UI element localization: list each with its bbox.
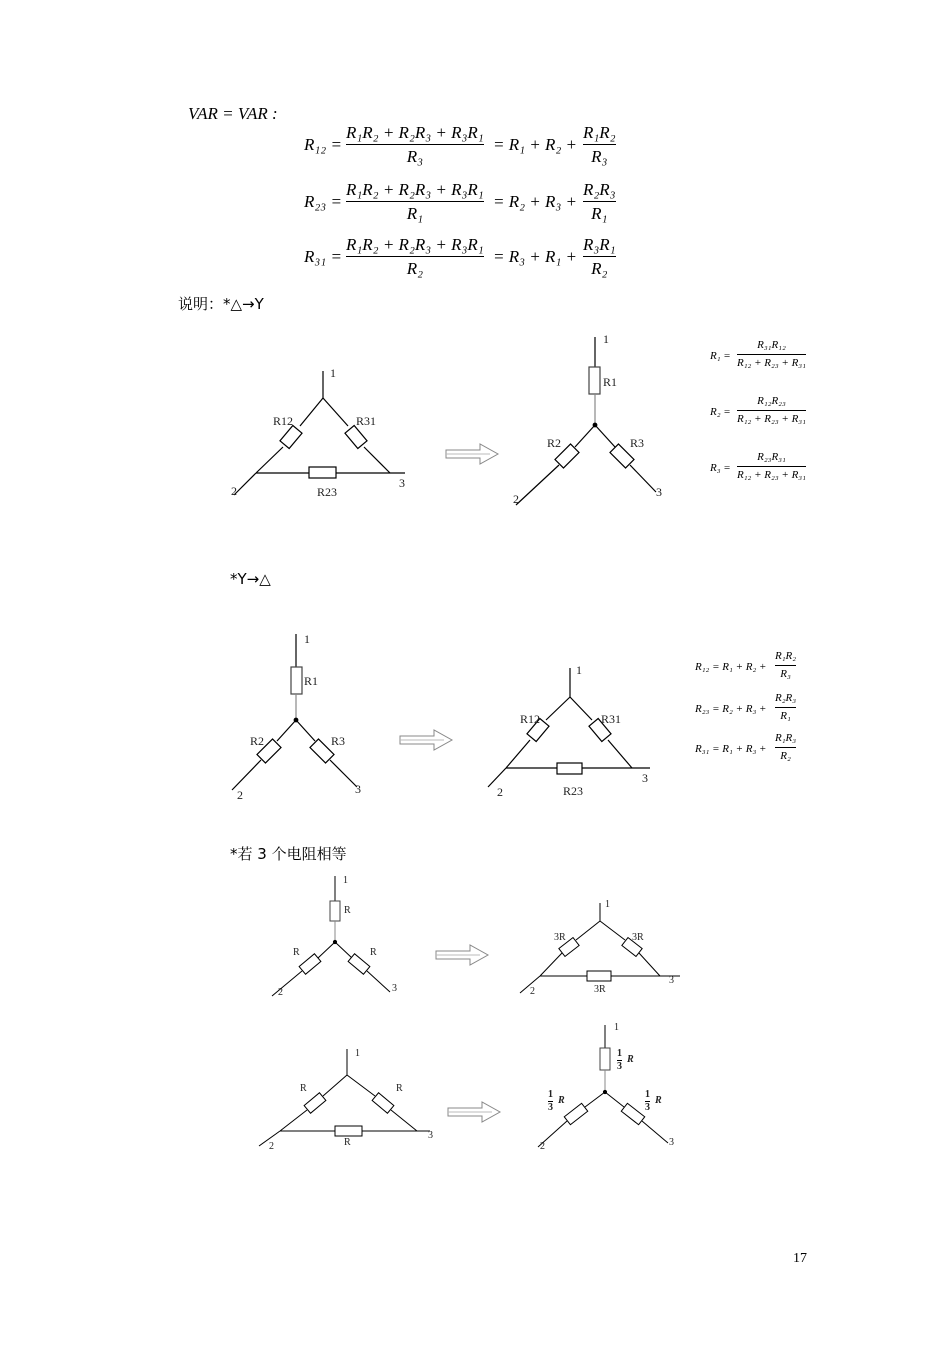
transform-arrow-3 bbox=[436, 945, 488, 965]
eq-rhs-den: R₃ bbox=[591, 147, 608, 166]
node-label: 1 bbox=[330, 366, 336, 380]
node-label: 2 bbox=[540, 1141, 545, 1152]
third-fraction bbox=[548, 1090, 553, 1113]
formula-den: R₁₂ + R₂₃ + R₃₁ bbox=[737, 469, 806, 481]
node-label: 2 bbox=[530, 986, 535, 997]
resistor-label: R bbox=[344, 905, 351, 916]
resistor-label: 3R bbox=[594, 984, 606, 995]
resistor-label: R3 bbox=[331, 734, 346, 748]
delta-network-2 bbox=[488, 668, 650, 787]
star-network-3a bbox=[272, 876, 390, 996]
resistor-label: R bbox=[396, 1083, 403, 1094]
delta-network-3b bbox=[259, 1049, 430, 1146]
formula-den: R₃ bbox=[780, 668, 791, 680]
eq-rhs-den: R₁ bbox=[591, 204, 608, 223]
resistor-label: R bbox=[300, 1083, 307, 1094]
node-label: 1 bbox=[576, 663, 582, 677]
resistor-label: R bbox=[370, 947, 377, 958]
formula-num: R₁R₃ bbox=[775, 732, 797, 744]
eq-denominator: R₃ bbox=[406, 147, 423, 166]
fraction-den: 3 bbox=[617, 1061, 622, 1072]
formula-lhs: R₁₂ = R₁ + R₂ + bbox=[695, 661, 767, 673]
formula-num: R₃₁R₁₂ bbox=[757, 339, 786, 351]
formula-fraction bbox=[737, 340, 806, 369]
eq-lhs: R₁₂ = bbox=[304, 135, 342, 154]
node-label: 3 bbox=[656, 485, 662, 499]
formula-fraction bbox=[775, 651, 796, 680]
star-network-2 bbox=[232, 634, 357, 790]
eq-rhs-sum: = R₃ + R₁ + bbox=[493, 247, 578, 266]
node-label: 2 bbox=[269, 1141, 274, 1152]
resistor-label: R bbox=[293, 947, 300, 958]
section3-caption: *若 3 个电阻相等 bbox=[230, 845, 347, 863]
node-label: 1 bbox=[304, 632, 310, 646]
fraction-num: 1 bbox=[548, 1089, 553, 1100]
formula-fraction bbox=[775, 693, 796, 722]
formula-num: R₂R₃ bbox=[775, 692, 797, 704]
eq-numerator: R₁R₂ + R₂R₃ + R₃R₁ bbox=[346, 180, 484, 199]
eq-denominator: R₂ bbox=[406, 259, 423, 278]
resistor-label: R3 bbox=[630, 436, 645, 450]
eq-numerator: R₁R₂ + R₂R₃ + R₃R₁ bbox=[346, 235, 484, 254]
formula-lhs: R₁ = bbox=[710, 350, 731, 362]
formula-fraction bbox=[737, 452, 806, 481]
page-number: 17 bbox=[793, 1251, 807, 1266]
node-label: 3 bbox=[642, 771, 648, 785]
fraction-den: 3 bbox=[548, 1102, 553, 1113]
formula-lhs: R₃₁ = R₁ + R₃ + bbox=[695, 743, 767, 755]
fraction-den: 3 bbox=[645, 1102, 650, 1113]
node-label: 3 bbox=[355, 782, 361, 796]
formula-den: R₁ bbox=[780, 710, 791, 722]
formula-den: R₂ bbox=[780, 750, 791, 762]
section2-caption: *Y→△ bbox=[230, 570, 271, 588]
eq-denominator: R₁ bbox=[406, 204, 423, 223]
resistor-label: R bbox=[344, 1137, 351, 1148]
eq-rhs-sum: = R₂ + R₃ + bbox=[493, 192, 578, 211]
formula-num: R₁₂R₂₃ bbox=[757, 395, 786, 407]
formula-num: R₁R₂ bbox=[775, 650, 797, 662]
eq-lhs: R₂₃ = bbox=[304, 192, 342, 211]
eq-rhs-num: R₂R₃ bbox=[583, 180, 616, 199]
resistor-label: R bbox=[558, 1095, 565, 1106]
node-label: 2 bbox=[237, 788, 243, 802]
eq-rhs-num: R₃R₁ bbox=[583, 235, 616, 254]
section1-caption: 说明：*△→Y bbox=[178, 295, 264, 313]
eq-rhs-num: R₁R₂ bbox=[583, 123, 616, 142]
transform-arrow-2 bbox=[400, 730, 452, 750]
formula-num: R₂₃R₃₁ bbox=[757, 451, 786, 463]
star-network-1 bbox=[516, 337, 656, 505]
third-fraction bbox=[645, 1090, 650, 1113]
formula-lhs: R₂₃ = R₂ + R₃ + bbox=[695, 703, 767, 715]
formula-fraction bbox=[737, 396, 806, 425]
resistor-label: R23 bbox=[563, 784, 584, 798]
resistor-label: R31 bbox=[356, 414, 377, 428]
node-label: 3 bbox=[428, 1130, 433, 1141]
node-label: 2 bbox=[231, 484, 237, 498]
transform-arrow-4 bbox=[448, 1102, 500, 1122]
resistor-label: 3R bbox=[554, 932, 566, 943]
resistor-label: R1 bbox=[304, 674, 319, 688]
delta-network-1 bbox=[234, 371, 405, 495]
resistor-label: R2 bbox=[250, 734, 265, 748]
resistor-label: R31 bbox=[601, 712, 622, 726]
node-label: 2 bbox=[513, 492, 519, 506]
formula-den: R₁₂ + R₂₃ + R₃₁ bbox=[737, 413, 806, 425]
var-equivalence: VAR = VAR : bbox=[188, 104, 278, 123]
node-label: 1 bbox=[605, 899, 610, 910]
formula-fraction bbox=[775, 733, 796, 762]
node-label: 2 bbox=[278, 987, 283, 998]
resistor-label: 3R bbox=[632, 932, 644, 943]
star-network-3b bbox=[538, 1025, 668, 1147]
node-label: 1 bbox=[343, 875, 348, 886]
resistor-label: R23 bbox=[317, 485, 338, 499]
node-label: 1 bbox=[614, 1022, 619, 1033]
node-label: 3 bbox=[669, 975, 674, 986]
resistor-label: R1 bbox=[603, 375, 618, 389]
resistor-label: R bbox=[655, 1095, 662, 1106]
eq-rhs-den: R₂ bbox=[591, 259, 608, 278]
formula-lhs: R₃ = bbox=[710, 462, 731, 474]
formula-den: R₁₂ + R₂₃ + R₃₁ bbox=[737, 357, 806, 369]
fraction-num: 1 bbox=[617, 1048, 622, 1059]
node-label: 3 bbox=[392, 983, 397, 994]
transform-arrow-1 bbox=[446, 444, 498, 464]
resistor-label: R12 bbox=[273, 414, 294, 428]
delta-network-3a bbox=[520, 903, 680, 993]
fraction-num: 1 bbox=[645, 1089, 650, 1100]
node-label: 1 bbox=[603, 332, 609, 346]
eq-rhs-sum: = R₁ + R₂ + bbox=[493, 135, 578, 154]
node-label: 2 bbox=[497, 785, 503, 799]
resistor-label: R2 bbox=[547, 436, 562, 450]
node-label: 1 bbox=[355, 1048, 360, 1059]
resistor-label: R12 bbox=[520, 712, 541, 726]
eq-numerator: R₁R₂ + R₂R₃ + R₃R₁ bbox=[346, 123, 484, 142]
eq-lhs: R₃₁ = bbox=[304, 247, 342, 266]
node-label: 3 bbox=[669, 1137, 674, 1148]
node-label: 3 bbox=[399, 476, 405, 490]
resistor-label: R bbox=[627, 1054, 634, 1065]
formula-lhs: R₂ = bbox=[710, 406, 731, 418]
third-fraction bbox=[617, 1049, 622, 1072]
